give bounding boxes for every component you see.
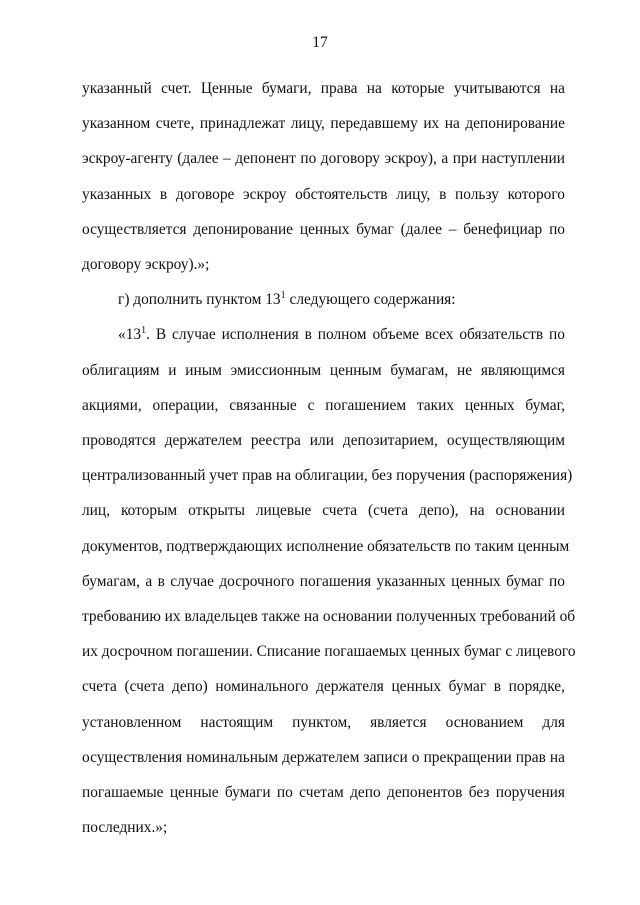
clause-text: . В случае исполнения в полном объеме всех обязательств по — [146, 326, 565, 344]
superscript-index: 1 — [141, 325, 147, 337]
text-line — [82, 317, 565, 352]
text-line: лиц, которым открыты лицевые счета (счета депо), на основании — [82, 502, 565, 520]
amendment-text: следующего содержания: — [285, 291, 456, 309]
text-line: документов, подтверждающих исполнение обязательств по таким ценным — [82, 537, 570, 555]
text-line: указанный счет. Ценные бумаги, права на которые учитываются на — [82, 80, 565, 97]
text-line: установленном настоящим пунктом, является основанием для — [82, 713, 565, 731]
text-line: указанных в договоре эскроу обстоятельств лицу, в пользу которого — [82, 185, 565, 203]
text-line: осуществления номинальным держателем записи о прекращении прав на — [82, 748, 565, 766]
text-line: акциями, операции, связанные с погашением таких ценных бумаг, — [82, 396, 565, 414]
text-line: облигациям и иным эмиссионным ценным бумагам, не являющимся — [82, 361, 565, 379]
text-line: эскроу-агенту (далее – депонент по договору эскроу), а при наступлении — [82, 150, 565, 168]
superscript-index: 1 — [280, 290, 286, 302]
text-line: погашаемые ценные бумаги по счетам депо депонентов без поручения — [82, 784, 565, 802]
paragraph-escrow-definition — [82, 71, 565, 282]
paragraph-clause-13-1 — [82, 317, 576, 845]
text-line — [82, 282, 565, 317]
text-line: осуществляется депонирование ценных бумаг (далее – бенефициар по — [82, 220, 565, 238]
text-line: централизованный учет прав на облигации, без поручения (распоряжения) — [82, 467, 573, 485]
text-line: счета (счета депо) номинального держателя ценных бумаг в порядке, — [82, 678, 565, 696]
paragraph-amendment-g — [82, 282, 565, 317]
document-body — [82, 71, 576, 845]
text-line: требованию их владельцев также на основании полученных требований об — [82, 608, 576, 626]
text-line: бумагам, а в случае досрочного погашения указанных ценных бумаг по — [82, 572, 565, 590]
text-line: последних.»; — [82, 819, 168, 837]
clause-text: «13 — [118, 326, 142, 344]
text-line: договору эскроу).»; — [82, 256, 210, 274]
amendment-text: г) дополнить пунктом 13 — [118, 291, 281, 309]
text-line: указанном счете, принадлежат лицу, передавшему их на депонирование — [82, 115, 565, 133]
page-number: 17 — [312, 34, 328, 51]
text-line: их досрочном погашении. Списание погашаемых ценных бумаг с лицевого — [82, 643, 576, 661]
text-line: проводятся держателем реестра или депозитарием, осуществляющим — [82, 432, 565, 450]
